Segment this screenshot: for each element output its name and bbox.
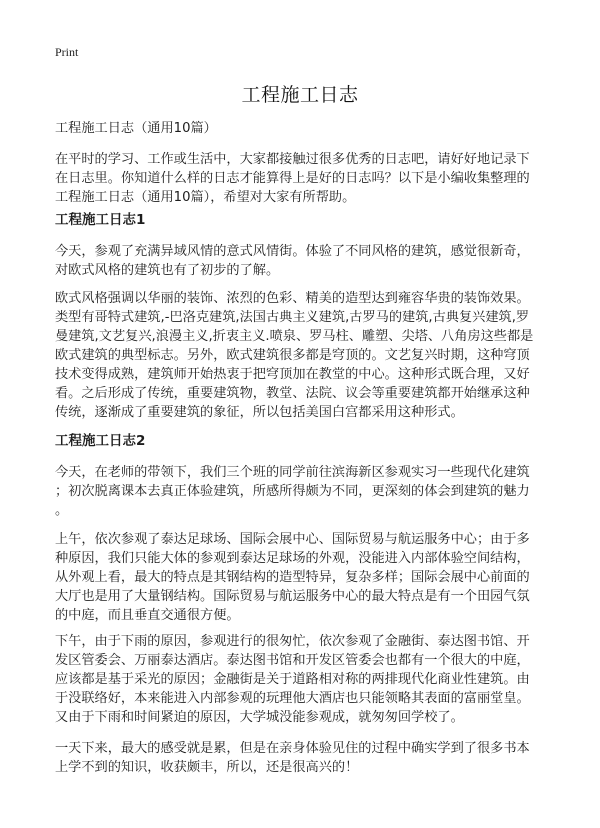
document-subtitle bbox=[55, 119, 555, 138]
paragraph-line: 应该都是基于采光的原因；金融街是关于道路相对称的两排现代化商业性建筑。由 bbox=[55, 672, 530, 687]
paragraph-line: 上学不到的知识，收获颇丰，所以，还是很高兴的！ bbox=[55, 760, 359, 775]
section-1-paragraph-2 bbox=[55, 289, 555, 422]
section-heading-2 bbox=[55, 432, 555, 451]
section-2-paragraph-1 bbox=[55, 463, 555, 520]
paragraph-line: 大厅也是用了大量钢结构。国际贸易与航运服务中心的最大特点是有一个田园气氛 bbox=[55, 589, 530, 604]
paragraph-line: 今天，参观了充满异域风情的意式风情街。体验了不同风格的建筑，感觉很新奇， bbox=[55, 244, 530, 259]
paragraph-line: 从外观上看，最大的特点是其钢结构的造型特异，复杂多样；国际会展中心前面的 bbox=[55, 570, 530, 585]
paragraph-line: 欧式建筑的典型标志。另外，欧式建筑很多都是穹顶的。文艺复兴时期，这种穹顶 bbox=[55, 348, 530, 363]
intro-paragraph bbox=[55, 150, 555, 207]
section-1-paragraph-1 bbox=[55, 242, 555, 280]
paragraph-line: 传统，逐渐成了重要建筑的象征，所以包括美国白宫都采用这种形式。 bbox=[55, 405, 464, 420]
section-2-paragraph-4 bbox=[55, 739, 555, 777]
section-heading-1 bbox=[55, 211, 555, 230]
paragraph-line: 上午，依次参观了泰达足球场、国际会展中心、国际贸易与航运服务中心；由于多 bbox=[55, 532, 530, 547]
print-label: Print bbox=[55, 45, 79, 59]
paragraph-line: 下午，由于下雨的原因，参观进行的很匆忙，依次参观了金融街、泰达图书馆、开 bbox=[55, 634, 530, 649]
paragraph-line: 技术变得成熟，建筑师开始热衷于把穹顶加在教堂的中心。这种形式既合理，又好 bbox=[55, 367, 530, 382]
section-2-paragraph-2 bbox=[55, 530, 555, 625]
paragraph-line: 种原因，我们只能大体的参观到泰达足球场的外观，没能进入内部体验空间结构， bbox=[55, 551, 530, 566]
paragraph-line: 在平时的学习、工作或生活中，大家都接触过很多优秀的日志吧，请好好地记录下 bbox=[55, 152, 530, 167]
section-2-paragraph-3 bbox=[55, 632, 555, 727]
paragraph-line: 的中庭，而且垂直交通很方便。 bbox=[55, 608, 240, 623]
paragraph-line: 对欧式风格的建筑也有了初步的了解。 bbox=[55, 263, 280, 278]
page-title: 工程施工日志 bbox=[241, 84, 359, 106]
paragraph-line: 。 bbox=[55, 503, 69, 518]
paragraph-line: 于没联络好，本来能进入内部参观的玩理他大酒店也只能领略其表面的富丽堂皇。 bbox=[55, 691, 530, 706]
paragraph-line: 一天下来，最大的感受就是累，但是在亲身体验见住的过程中确实学到了很多书本 bbox=[55, 741, 530, 756]
section-heading-text: 工程施工日志1 bbox=[55, 212, 146, 228]
paragraph-line: 看。之后形成了传统，重要建筑物，教堂、法院、议会等重要建筑都开始继承这种 bbox=[55, 386, 530, 401]
paragraph-line: 发区管委会、万丽泰达酒店。泰达图书馆和开发区管委会也都有一个很大的中庭， bbox=[55, 653, 530, 668]
paragraph-line: ；初次脱离课本去真正体验建筑，所感所得颇为不同，更深刻的体会到建筑的魅力 bbox=[55, 484, 530, 499]
subtitle-text: 工程施工日志（通用10篇） bbox=[55, 121, 217, 136]
paragraph-line: 类型有哥特式建筑,-巴洛克建筑,法国古典主义建筑,古罗马的建筑,古典复兴建筑,罗 bbox=[55, 310, 530, 325]
paragraph-line: 曼建筑,文艺复兴,浪漫主义,折衷主义.喷泉、罗马柱、雕塑、尖塔、八角房这些都是 bbox=[55, 329, 534, 344]
paragraph-line: 今天，在老师的带领下，我们三个班的同学前往滨海新区参观实习一些现代化建筑 bbox=[55, 465, 530, 480]
paragraph-line: 欧式风格强调以华丽的装饰、浓烈的色彩、精美的造型达到雍容华贵的装饰效果。 bbox=[55, 291, 530, 306]
paragraph-line: 又由于下雨和时间紧迫的原因，大学城没能参观成，就匆匆回学校了。 bbox=[55, 710, 464, 725]
paragraph-line: 在日志里。你知道什么样的日志才能算得上是好的日志吗？以下是小编收集整理的 bbox=[55, 171, 530, 186]
section-heading-text: 工程施工日志2 bbox=[55, 433, 146, 449]
paragraph-line: 工程施工日志（通用10篇），希望对大家有所帮助。 bbox=[55, 190, 356, 205]
